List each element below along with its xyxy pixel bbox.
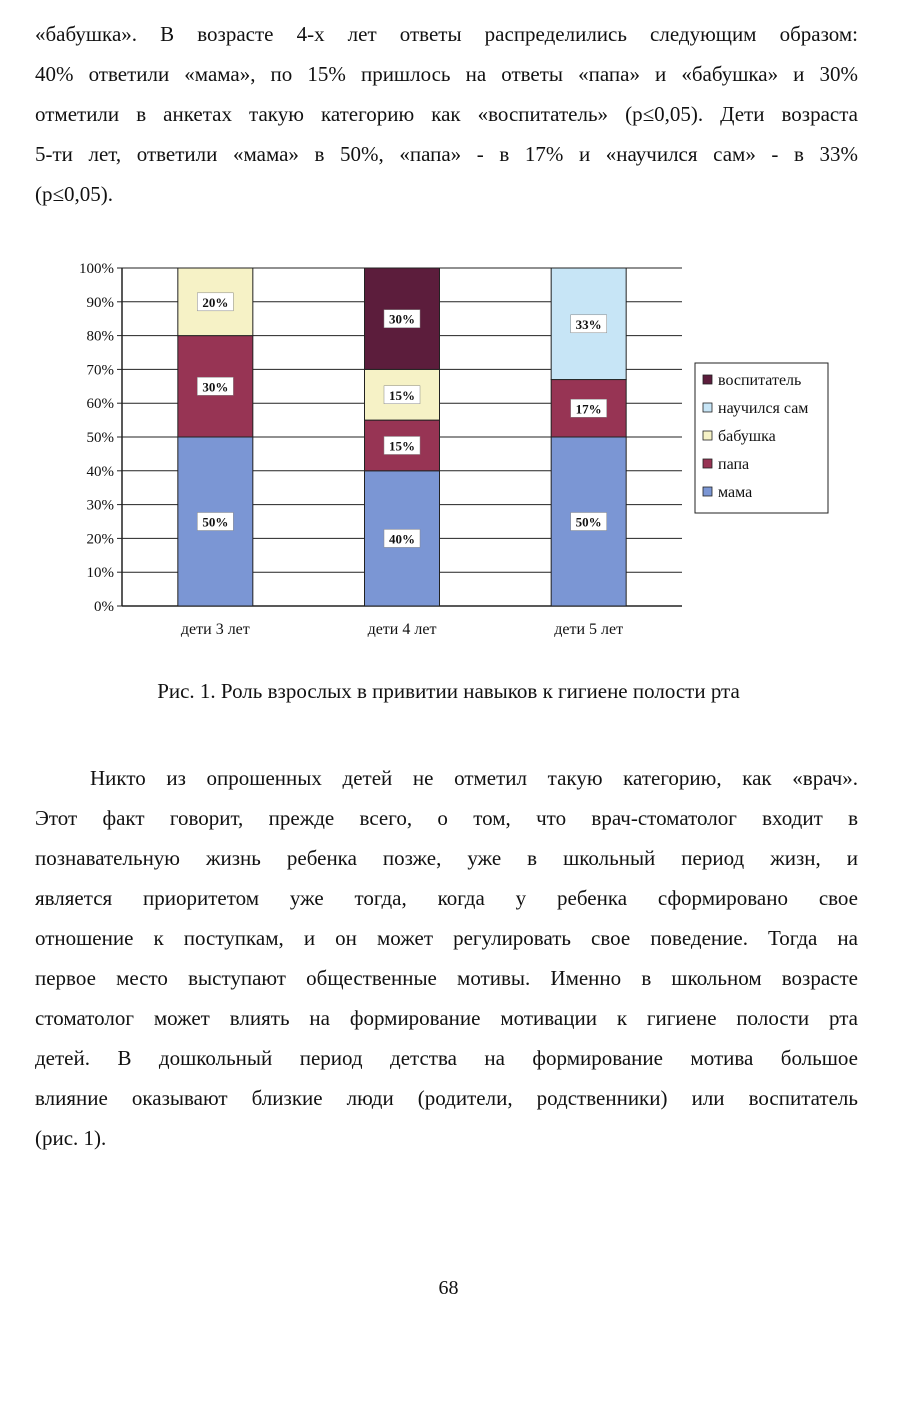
- text-line: 5-ти лет, ответили «мама» в 50%, «папа» - в 17% и «научился сам» - в 33%: [35, 142, 858, 166]
- data-label: 15%: [389, 438, 415, 454]
- text-line: первое место выступают общественные мотивы. Именно в школьном возрасте: [35, 966, 858, 990]
- data-label: 50%: [202, 514, 229, 530]
- paragraph-2: [35, 758, 858, 1158]
- data-label: 20%: [202, 294, 229, 310]
- x-tick-label: дети 5 лет: [554, 621, 624, 638]
- legend-swatch: [703, 459, 712, 468]
- y-tick-label: 10%: [86, 565, 114, 582]
- y-tick-label: 30%: [86, 497, 114, 514]
- legend-label: бабушка: [718, 428, 776, 445]
- legend-label: научился сам: [718, 400, 809, 417]
- figure-caption: Рис. 1. Роль взрослых в привитии навыков к гигиене полости рта: [157, 679, 740, 703]
- legend-label: папа: [718, 456, 750, 473]
- text-line: Никто из опрошенных детей не отметил такую категорию, как «врач».: [90, 766, 858, 790]
- data-label: 15%: [389, 387, 415, 403]
- legend-label: воспитатель: [718, 372, 802, 389]
- text-line: 40% ответили «мама», по 15% пришлось на ответы «папа» и «бабушка» и 30%: [35, 62, 858, 86]
- y-tick-label: 80%: [86, 328, 114, 345]
- y-tick-label: 0%: [94, 599, 114, 615]
- y-tick-label: 90%: [86, 294, 114, 311]
- data-label: 30%: [202, 379, 229, 395]
- data-label: 17%: [575, 401, 602, 417]
- y-tick-label: 20%: [86, 531, 114, 548]
- data-label: 50%: [575, 514, 602, 530]
- text-line: «бабушка». В возрасте 4-х лет ответы распределились следующим образом:: [35, 22, 858, 46]
- data-label: 40%: [389, 531, 415, 547]
- text-line: Этот факт говорит, прежде всего, о том, что врач-стоматолог входит в: [35, 806, 858, 830]
- legend-swatch: [703, 431, 712, 440]
- y-tick-label: 100%: [79, 261, 114, 277]
- y-tick-label: 40%: [86, 463, 114, 480]
- x-tick-label: дети 3 лет: [180, 621, 250, 638]
- text-line: влияние оказывают близкие люди (родители, родственники) или воспитатель: [35, 1086, 858, 1110]
- chart-svg: [60, 255, 850, 650]
- stacked-bar-chart: [60, 255, 850, 650]
- text-line: (p≤0,05).: [35, 182, 114, 206]
- data-label: 30%: [389, 311, 415, 327]
- y-tick-label: 60%: [86, 396, 114, 413]
- y-tick-label: 70%: [86, 362, 114, 379]
- legend-swatch: [703, 487, 712, 496]
- text-line: (рис. 1).: [35, 1126, 107, 1150]
- data-label: 33%: [575, 316, 602, 332]
- text-line: является приоритетом уже тогда, когда у ребенка сформировано свое: [35, 886, 858, 910]
- text-line: отметили в анкетах такую категорию как «воспитатель» (p≤0,05). Дети возраста: [35, 102, 858, 126]
- legend-swatch: [703, 375, 712, 384]
- legend-label: мама: [718, 484, 753, 501]
- page-number: 68: [438, 1277, 459, 1299]
- x-tick-label: дети 4 лет: [367, 621, 437, 638]
- text-line: познавательную жизнь ребенка позже, уже в школьный период жизн, и: [35, 846, 858, 870]
- text-line: стоматолог может влиять на формирование мотивации к гигиене полости рта: [35, 1006, 858, 1030]
- paragraph-1: [35, 14, 858, 214]
- text-line: детей. В дошкольный период детства на формирование мотива большое: [35, 1046, 858, 1070]
- text-line: отношение к поступкам, и он может регулировать свое поведение. Тогда на: [35, 926, 858, 950]
- y-tick-label: 50%: [86, 430, 114, 446]
- legend-swatch: [703, 403, 712, 412]
